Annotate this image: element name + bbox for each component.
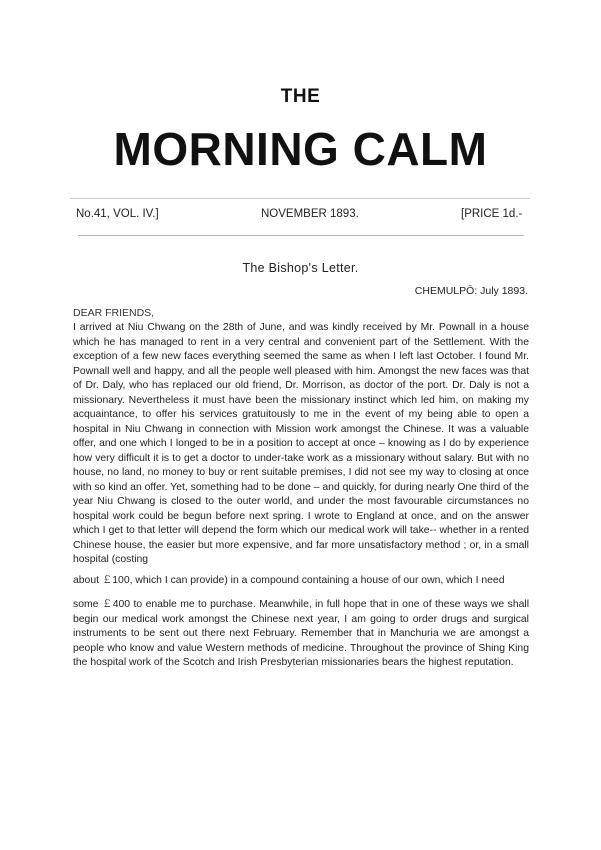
issue-rule-divider	[78, 235, 524, 236]
letter-paragraph: I arrived at Niu Chwang on the 28th of June, and was kindly received by Mr. Pownall in a house which he has managed to rent in a very central and convenient part of the Settlement. With the exception of a few new faces everything seemed the same as when I left last October. I found Mr. Pownall well and happy, and all the people well pleased with him. Amongst the new faces was that of Dr. Daly, who has replaced our old friend, Dr. Morrison, as doctor of the port. Dr. Daly is not a missionary. Nevertheless it must have been the missionary instinct which led him, on making my acquaintance, to offer his services gratuitously to me in the event of my being able to open a hospital in Niu Chwang in connection with Mission work amongst the Chinese. It was a valuable offer, and one which I longed to be in a position to accept at once – knowing as I do by experience how very difficult it is to get a doctor to under-take work as a missionary without salary. But with no house, no land, no money to buy or rent suitable premises, I did not see my way to closing at once with so kind an offer. Yet, something had to be done – and quickly, for during nearly One third of the year Niu Chwang is closed to the outer world, and under the most favourable circumstances no hospital work could be begun before next spring. I wrote to England at once, and on the answer which I get to that letter will depend the form which our medical work will take-- whether in a rented Chinese house, the easier but more expensive, and far more unsatisfactory method ; or, in a small hospital (costing	[73, 322, 529, 565]
issue-price: [PRICE 1d.-	[461, 208, 523, 220]
top-rule-divider	[70, 198, 530, 199]
letter-paragraph: about ￡100, which I can provide) in a compound containing a house of our own, which I need	[73, 575, 505, 586]
letter-paragraph: some ￡400 to enable me to purchase. Meanwhile, in full hope that in one of these ways we shall begin our medical work amongst the Chinese next year, I am going to order drugs and surgical instruments to be sent out there next February. Remember that in Manchuria we are amongst a people who know and value Western methods of medicine. Throughout the province of Shing King the hospital work of the Scotch and Irish Presbyterian missionaries bears the highest reputation.	[73, 599, 529, 668]
masthead-title: MORNING CALM	[113, 123, 488, 175]
issue-number: No.41, VOL. IV.]	[76, 208, 159, 220]
letter-salutation: DEAR FRIENDS,	[73, 307, 155, 319]
masthead-the: THE	[280, 86, 321, 107]
issue-date: NOVEMBER 1893.	[261, 208, 359, 220]
letter-title: The Bishop's Letter.	[242, 261, 359, 275]
letter-dateline: CHEMULPŌ: July 1893.	[414, 285, 528, 297]
